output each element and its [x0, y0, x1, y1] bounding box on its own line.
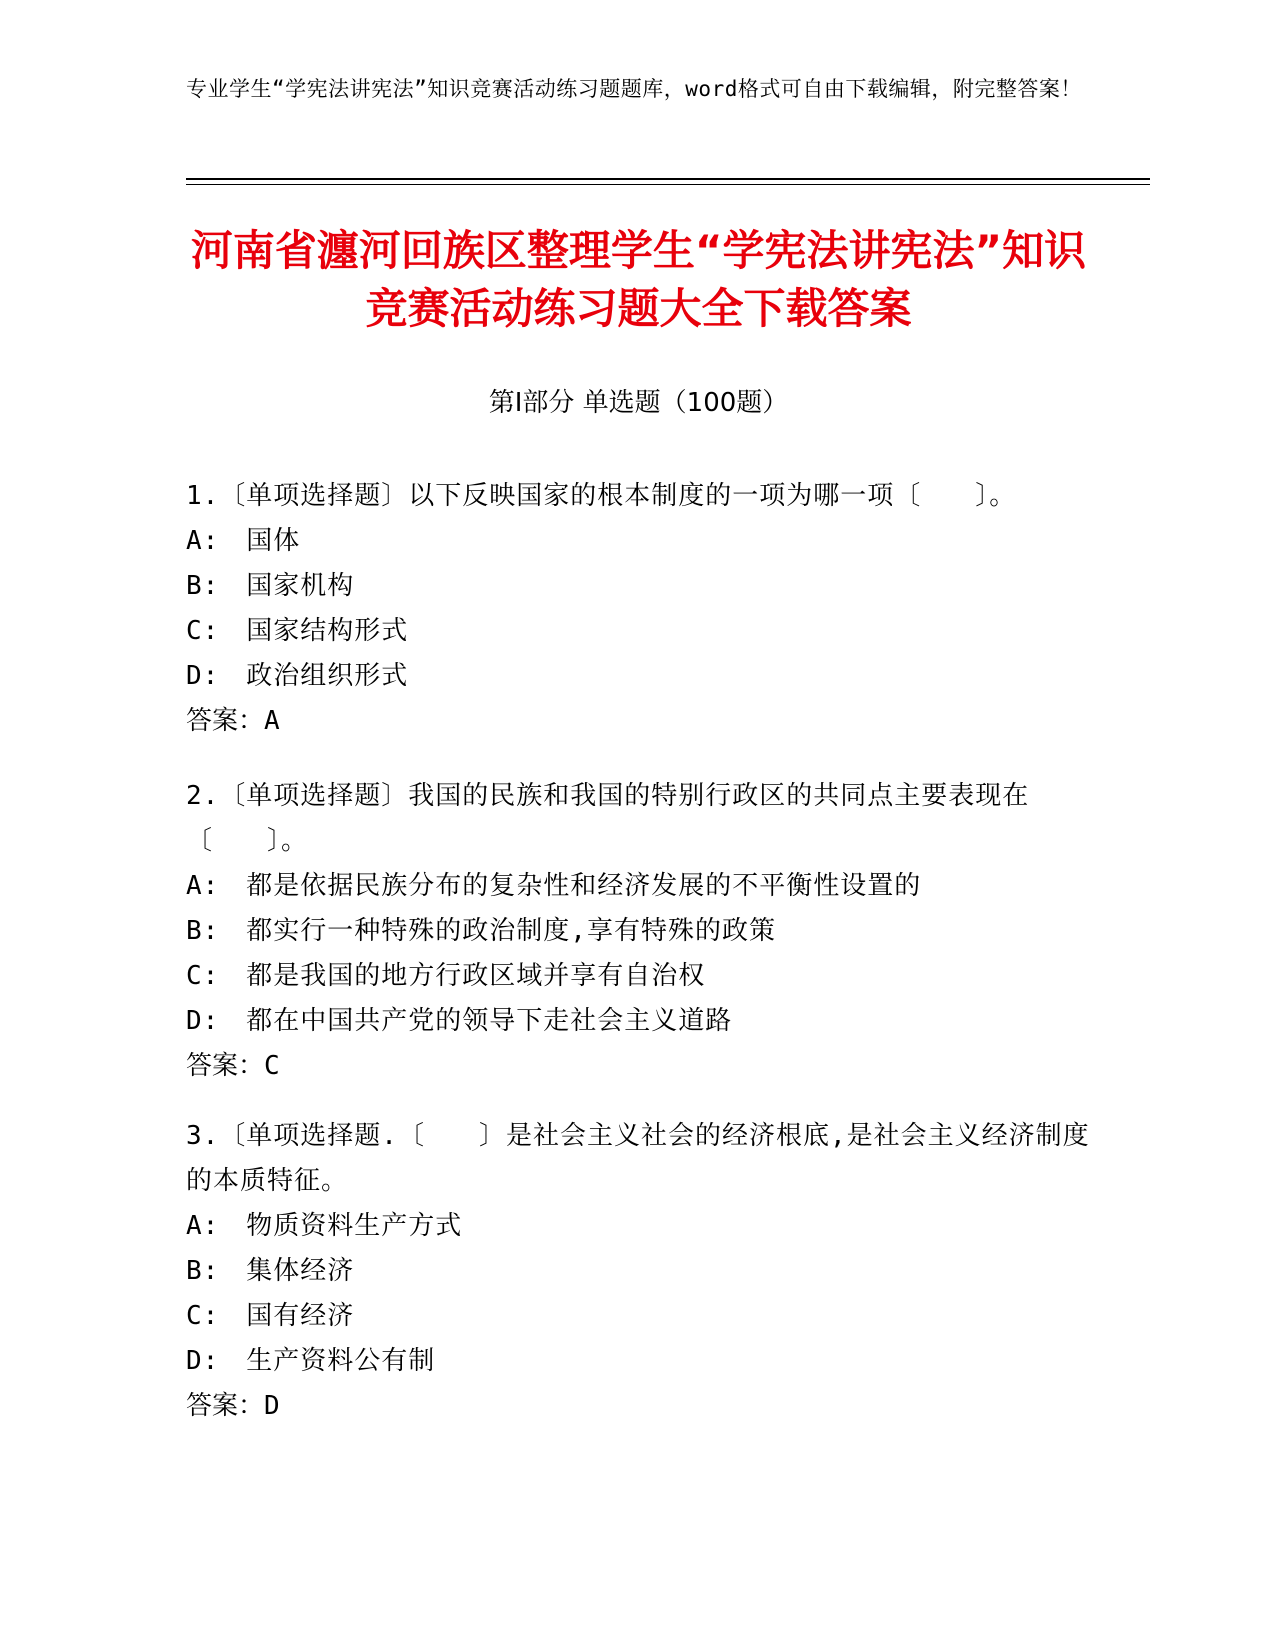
option-a: A: 物质资料生产方式 — [186, 1211, 463, 1241]
section-title: 第Ⅰ部分 单选题（100题） — [488, 388, 789, 418]
option-c: C: 国有经济 — [186, 1301, 355, 1331]
answer — [186, 699, 1091, 744]
option-b: B: 集体经济 — [186, 1256, 355, 1286]
header-divider — [186, 178, 1150, 180]
option-b: B: 国家机构 — [186, 571, 355, 601]
question-2 — [186, 774, 1091, 1089]
header-divider-thin — [186, 184, 1150, 185]
option-d: D: 都在中国共产党的领导下走社会主义道路 — [186, 1006, 733, 1036]
answer-label: 答案： — [186, 706, 265, 736]
option-b: B: 都实行一种特殊的政治制度,享有特殊的政策 — [186, 916, 776, 946]
answer-label: 答案： — [186, 1051, 265, 1081]
answer-value: A — [264, 706, 280, 736]
question-3 — [186, 1114, 1091, 1429]
answer — [186, 1044, 1091, 1089]
answer-label: 答案： — [186, 1391, 265, 1421]
question-stem: 2.〔单项选择题〕我国的民族和我国的特别行政区的共同点主要表现在〔 〕。 — [186, 781, 1030, 856]
option-a: A: 国体 — [186, 526, 301, 556]
header-note: 专业学生“学宪法讲宪法”知识竞赛活动练习题题库，word格式可自由下载编辑，附完整答案！ — [186, 77, 1082, 101]
answer-value: D — [264, 1391, 280, 1421]
option-d: D: 生产资料公有制 — [186, 1346, 436, 1376]
option-c: C: 国家结构形式 — [186, 616, 409, 646]
option-d: D: 政治组织形式 — [186, 661, 409, 691]
option-a: A: 都是依据民族分布的复杂性和经济发展的不平衡性设置的 — [186, 871, 922, 901]
question-stem: 3.〔单项选择题.〔 〕是社会主义社会的经济根底,是社会主义经济制度的本质特征。 — [186, 1121, 1090, 1196]
question-stem: 1.〔单项选择题〕以下反映国家的根本制度的一项为哪一项〔 〕。 — [186, 481, 1017, 511]
option-c: C: 都是我国的地方行政区域并享有自治权 — [186, 961, 706, 991]
question-1 — [186, 474, 1091, 744]
answer — [186, 1384, 1091, 1429]
document-title: 河南省瀍河回族区整理学生“学宪法讲宪法”知识竞赛活动练习题大全下载答案 — [190, 226, 1087, 333]
answer-value: C — [264, 1051, 280, 1081]
